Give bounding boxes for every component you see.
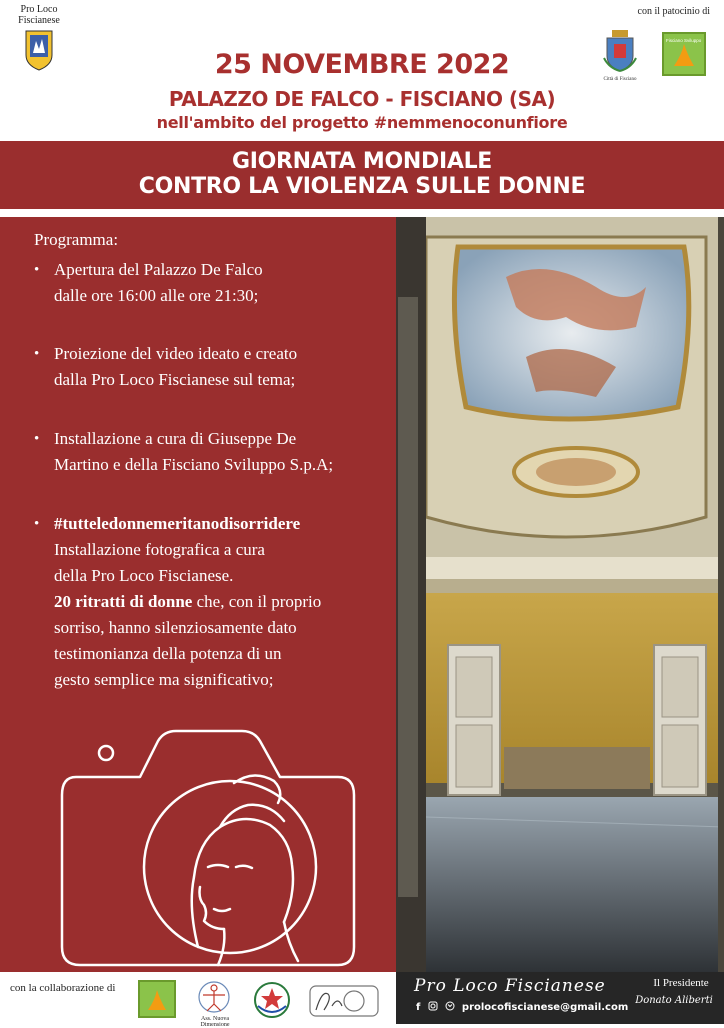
collab-label: con la collaborazione di <box>10 982 116 994</box>
contact-email[interactable]: prolocofiscianese@gmail.com <box>461 1002 629 1013</box>
header <box>0 0 724 140</box>
brand-name: Pro Loco Fiscianese <box>414 976 606 996</box>
vitruvian-man-icon <box>195 980 233 1014</box>
program-item-line: della Pro Loco Fiscianese. <box>54 566 234 585</box>
program-item <box>34 511 396 693</box>
nuova-dimensione-logo <box>195 980 233 1028</box>
email-icon[interactable] <box>445 1001 455 1011</box>
nuova-dimensione-caption: Ass. Nuova Dimensione <box>200 1016 230 1028</box>
servizio-civile-icon <box>252 980 292 1020</box>
patronage-label: con il patocinio di <box>637 6 710 17</box>
program-item-line: Proiezione del video ideato e creato <box>54 344 298 363</box>
divider <box>0 209 724 217</box>
bullet-icon: • <box>34 262 40 278</box>
program-item <box>34 426 396 478</box>
camera-woman-illustration <box>48 717 368 972</box>
highlight-text: 20 ritratti di donne <box>54 592 193 611</box>
servizio-civile-logo <box>252 980 290 1018</box>
proloco-logo-text: Pro Loco Fiscianese <box>18 4 60 26</box>
city-crest-caption: Città di Fisciano <box>603 77 637 82</box>
program-item-line: gesto semplice ma significativo; <box>54 670 274 689</box>
program-item <box>34 341 396 393</box>
event-project: nell'ambito del progetto #nemmenoconunfiore <box>156 113 568 132</box>
camera-script-logo-icon <box>308 980 380 1020</box>
fisciano-sviluppo-collab-logo <box>138 980 176 1018</box>
footer <box>0 972 724 1028</box>
program-item-line: dalle ore 16:00 alle ore 21:30; <box>54 286 259 305</box>
title-banner <box>0 141 724 209</box>
program-item-line: sorriso, hanno silenziosamente dato <box>54 618 297 637</box>
collaboration-area <box>0 972 396 1028</box>
fisciano-sviluppo-logo-text: Fisciano Sviluppo <box>666 38 702 43</box>
program-item-line: Apertura del Palazzo De Falco <box>54 260 263 279</box>
program-item-line-highlight <box>54 589 394 615</box>
bullet-icon: • <box>34 346 40 362</box>
bullet-icon: • <box>34 431 40 447</box>
program-title: Programma: <box>34 230 119 249</box>
program-item-line: Installazione a cura di Giuseppe De <box>54 429 297 448</box>
president-signature: Donato Aliberti <box>635 995 713 1006</box>
event-date: 25 NOVEMBRE 2022 <box>214 49 510 80</box>
photography-logo <box>308 980 380 1018</box>
program-item-line: Martino e della Fisciano Sviluppo S.p.A; <box>54 455 334 474</box>
hashtag-heading: #tutteledonnemeritanodisorridere <box>54 514 301 533</box>
tree-icon <box>140 982 174 1016</box>
instagram-icon[interactable] <box>428 1001 438 1011</box>
patronage <box>600 6 710 82</box>
banner-title-line1: GIORNATA MONDIALE <box>231 149 493 174</box>
social-row <box>416 1001 628 1013</box>
program-item-line: Installazione fotografica a cura <box>54 540 265 559</box>
event-place: PALAZZO DE FALCO - FISCIANO (SA) <box>168 87 556 111</box>
program-item <box>34 257 396 309</box>
program-item-line: dalla Pro Loco Fiscianese sul tema; <box>54 370 296 389</box>
president-label: Il Presidente <box>653 977 709 989</box>
banner-title-line2: CONTRO LA VIOLENZA SULLE DONNE <box>138 174 586 199</box>
program-panel <box>0 217 396 972</box>
brand-area <box>396 972 724 1024</box>
highlight-rest: che, con il proprio <box>192 592 322 611</box>
palazzo-hall-photo <box>396 217 724 972</box>
program-item-line: testimonianza della potenza di un <box>54 644 282 663</box>
facebook-icon[interactable]: f <box>416 1002 421 1013</box>
bullet-icon: • <box>34 516 40 532</box>
